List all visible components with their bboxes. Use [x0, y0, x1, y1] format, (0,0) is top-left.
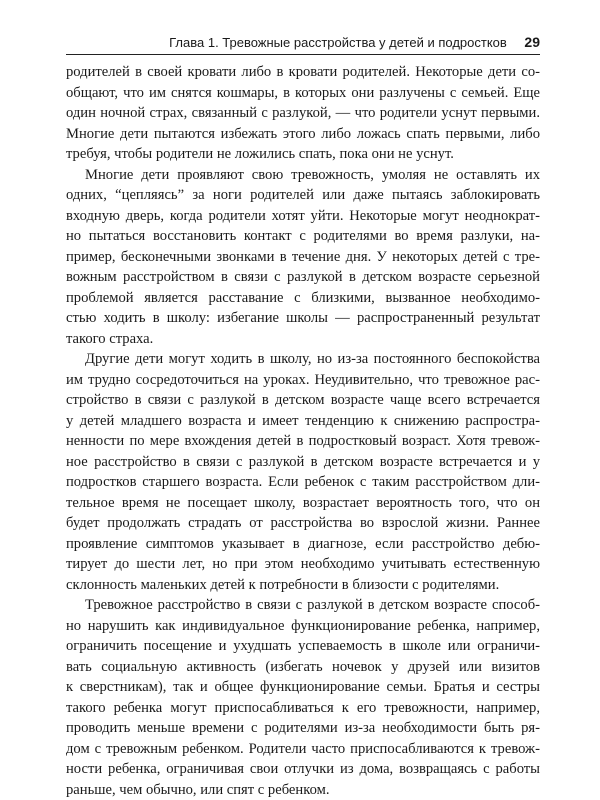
text-line: будет продолжать страдать от расстройства во взрослой жизни. Раннее [66, 513, 540, 534]
page-number: 29 [524, 34, 540, 50]
text-line: такого ребенка могут приспосабливаться к его тревожности, например, [66, 698, 540, 719]
text-line: Тревожное расстройство в связи с разлукой в детском возрасте способ- [66, 595, 540, 616]
text-line: проводить меньше времени с родителями из-за необходимости быть ря- [66, 718, 540, 739]
paragraph [66, 62, 540, 165]
text-line: тирует до шести лет, но при этом необходимо учитывать естественную [66, 554, 540, 575]
paragraph [66, 595, 540, 800]
chapter-title: Глава 1. Тревожные расстройства у детей и подростков [169, 35, 507, 50]
text-line: у детей младшего возраста и имеет тенденцию к снижению распростра- [66, 411, 540, 432]
text-line: к сверстникам), так и общее функционирование семьи. Братья и сестры [66, 677, 540, 698]
text-line: стройство в связи с разлукой в детском возрасте чаще всего встречается [66, 390, 540, 411]
text-line: один ночной страх, связанный с разлукой, — что родители уснут первыми. [66, 103, 540, 124]
paragraph [66, 349, 540, 595]
paragraph [66, 165, 540, 350]
text-line: требуя, чтобы родители не ложились спать, пока они не уснут. [66, 144, 540, 165]
text-line: ное расстройство в связи с разлукой в детском возрасте встречается и у [66, 452, 540, 473]
text-line: родителей в своей кровати либо в кровати родителей. Некоторые дети со- [66, 62, 540, 83]
text-line: Многие дети проявляют свою тревожность, умоляя не оставлять их [66, 165, 540, 186]
text-line: тельное время не посещает школу, возрастает вероятность того, что он [66, 493, 540, 514]
text-line: Другие дети могут ходить в школу, но из-за постоянного беспокойства [66, 349, 540, 370]
text-line: проблемой является расставание с близкими, вызванное необходимо- [66, 288, 540, 309]
text-line: проявление симптомов указывает в диагнозе, если расстройство дебю- [66, 534, 540, 555]
text-line: такого страха. [66, 329, 540, 350]
body-text [66, 62, 540, 800]
text-line: ности ребенка, ограничивая свои отлучки из дома, возвращаясь с работы [66, 759, 540, 780]
text-line: вать социальную активность (избегать ночевок у друзей или визитов [66, 657, 540, 678]
text-line: пример, бесконечными звонками в течение дня. У некоторых детей с тре- [66, 247, 540, 268]
text-line: общают, что им снятся кошмары, в которых они разлучены с семьей. Еще [66, 83, 540, 104]
text-line: им трудно сосредоточиться на уроках. Неудивительно, что тревожное рас- [66, 370, 540, 391]
text-line: Многие дети пытаются избежать этого либо ложась спать первыми, либо [66, 124, 540, 145]
text-line: но пытаться восстановить контакт с родителями во время разлуки, на- [66, 226, 540, 247]
text-line: одних, “цепляясь” за ноги родителей или даже пытаясь заблокировать [66, 185, 540, 206]
text-line: ограничить посещение и ухудшать успеваемость в школе или ограничи- [66, 636, 540, 657]
text-line: стью ходить в школу: избегание школы — распространенный результат [66, 308, 540, 329]
text-line: ненности по мере вхождения детей в подростковый возраст. Хотя тревож- [66, 431, 540, 452]
text-line: дом с тревожным ребенком. Родители часто приспосабливаются к тревож- [66, 739, 540, 760]
text-line: но нарушить как индивидуальное функционирование ребенка, например, [66, 616, 540, 637]
text-line: раньше, чем обычно, или спят с ребенком. [66, 780, 540, 800]
text-line: подростков старшего возраста. Если ребенок с таким расстройством дли- [66, 472, 540, 493]
text-line: входную дверь, когда родители хотят уйти. Некоторые могут неоднократ- [66, 206, 540, 227]
text-line: склонность маленьких детей к потребности в близости с родителями. [66, 575, 540, 596]
text-line: вожным расстройством в связи с разлукой в детском возрасте серьезной [66, 267, 540, 288]
running-header [66, 34, 540, 55]
